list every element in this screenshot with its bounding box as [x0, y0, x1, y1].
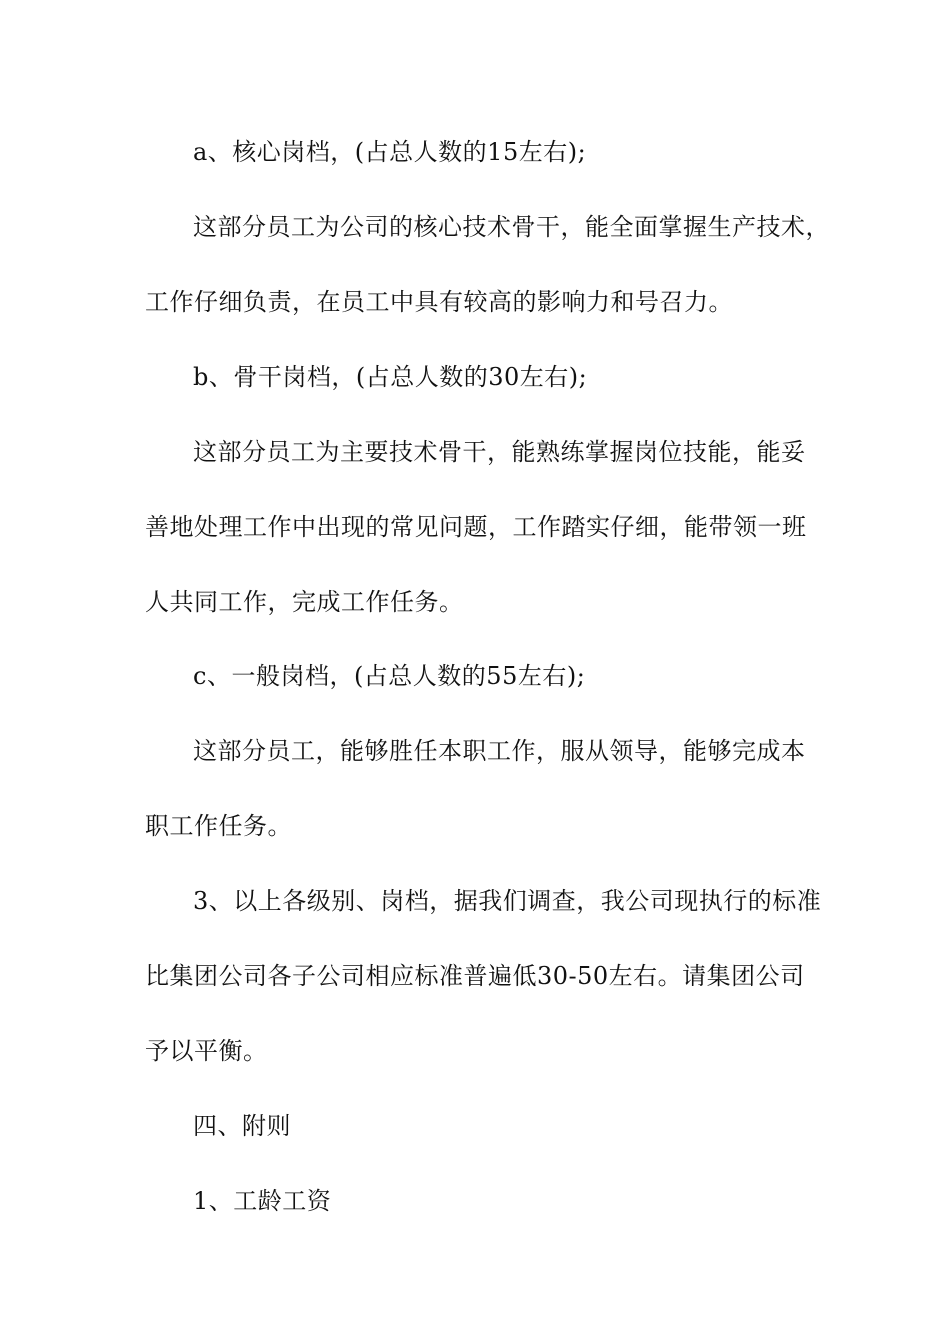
paragraph-general-line-2: 职工作任务。	[145, 812, 292, 840]
section-heading-appendix: 四、附则	[193, 1112, 291, 1140]
paragraph-backbone-line-3: 人共同工作，完成工作任务。	[145, 588, 464, 616]
item-c-general-level: c、一般岗档，(占总人数的55左右);	[193, 662, 586, 690]
paragraph-backbone-line-2: 善地处理工作中出现的常见问题，工作踏实仔细，能带领一班	[145, 513, 807, 541]
paragraph-core-line-1: 这部分员工为公司的核心技术骨干，能全面掌握生产技术，	[193, 213, 830, 241]
paragraph-core-line-2: 工作仔细负责，在员工中具有较高的影响力和号召力。	[145, 288, 733, 316]
item-1-seniority-wage: 1、工龄工资	[193, 1187, 332, 1215]
item-a-core-level: a、核心岗档，(占总人数的15左右);	[193, 138, 587, 166]
item-3-comparison-line-3: 予以平衡。	[145, 1037, 268, 1065]
item-3-comparison-line-2: 比集团公司各子公司相应标准普遍低30-50左右。请集团公司	[145, 962, 805, 990]
paragraph-general-line-1: 这部分员工，能够胜任本职工作，服从领导，能够完成本	[193, 737, 806, 765]
item-b-backbone-level: b、骨干岗档，(占总人数的30左右);	[193, 363, 588, 391]
paragraph-backbone-line-1: 这部分员工为主要技术骨干，能熟练掌握岗位技能，能妥	[193, 438, 806, 466]
item-3-comparison-line-1: 3、以上各级别、岗档，据我们调查，我公司现执行的标准	[193, 887, 822, 915]
